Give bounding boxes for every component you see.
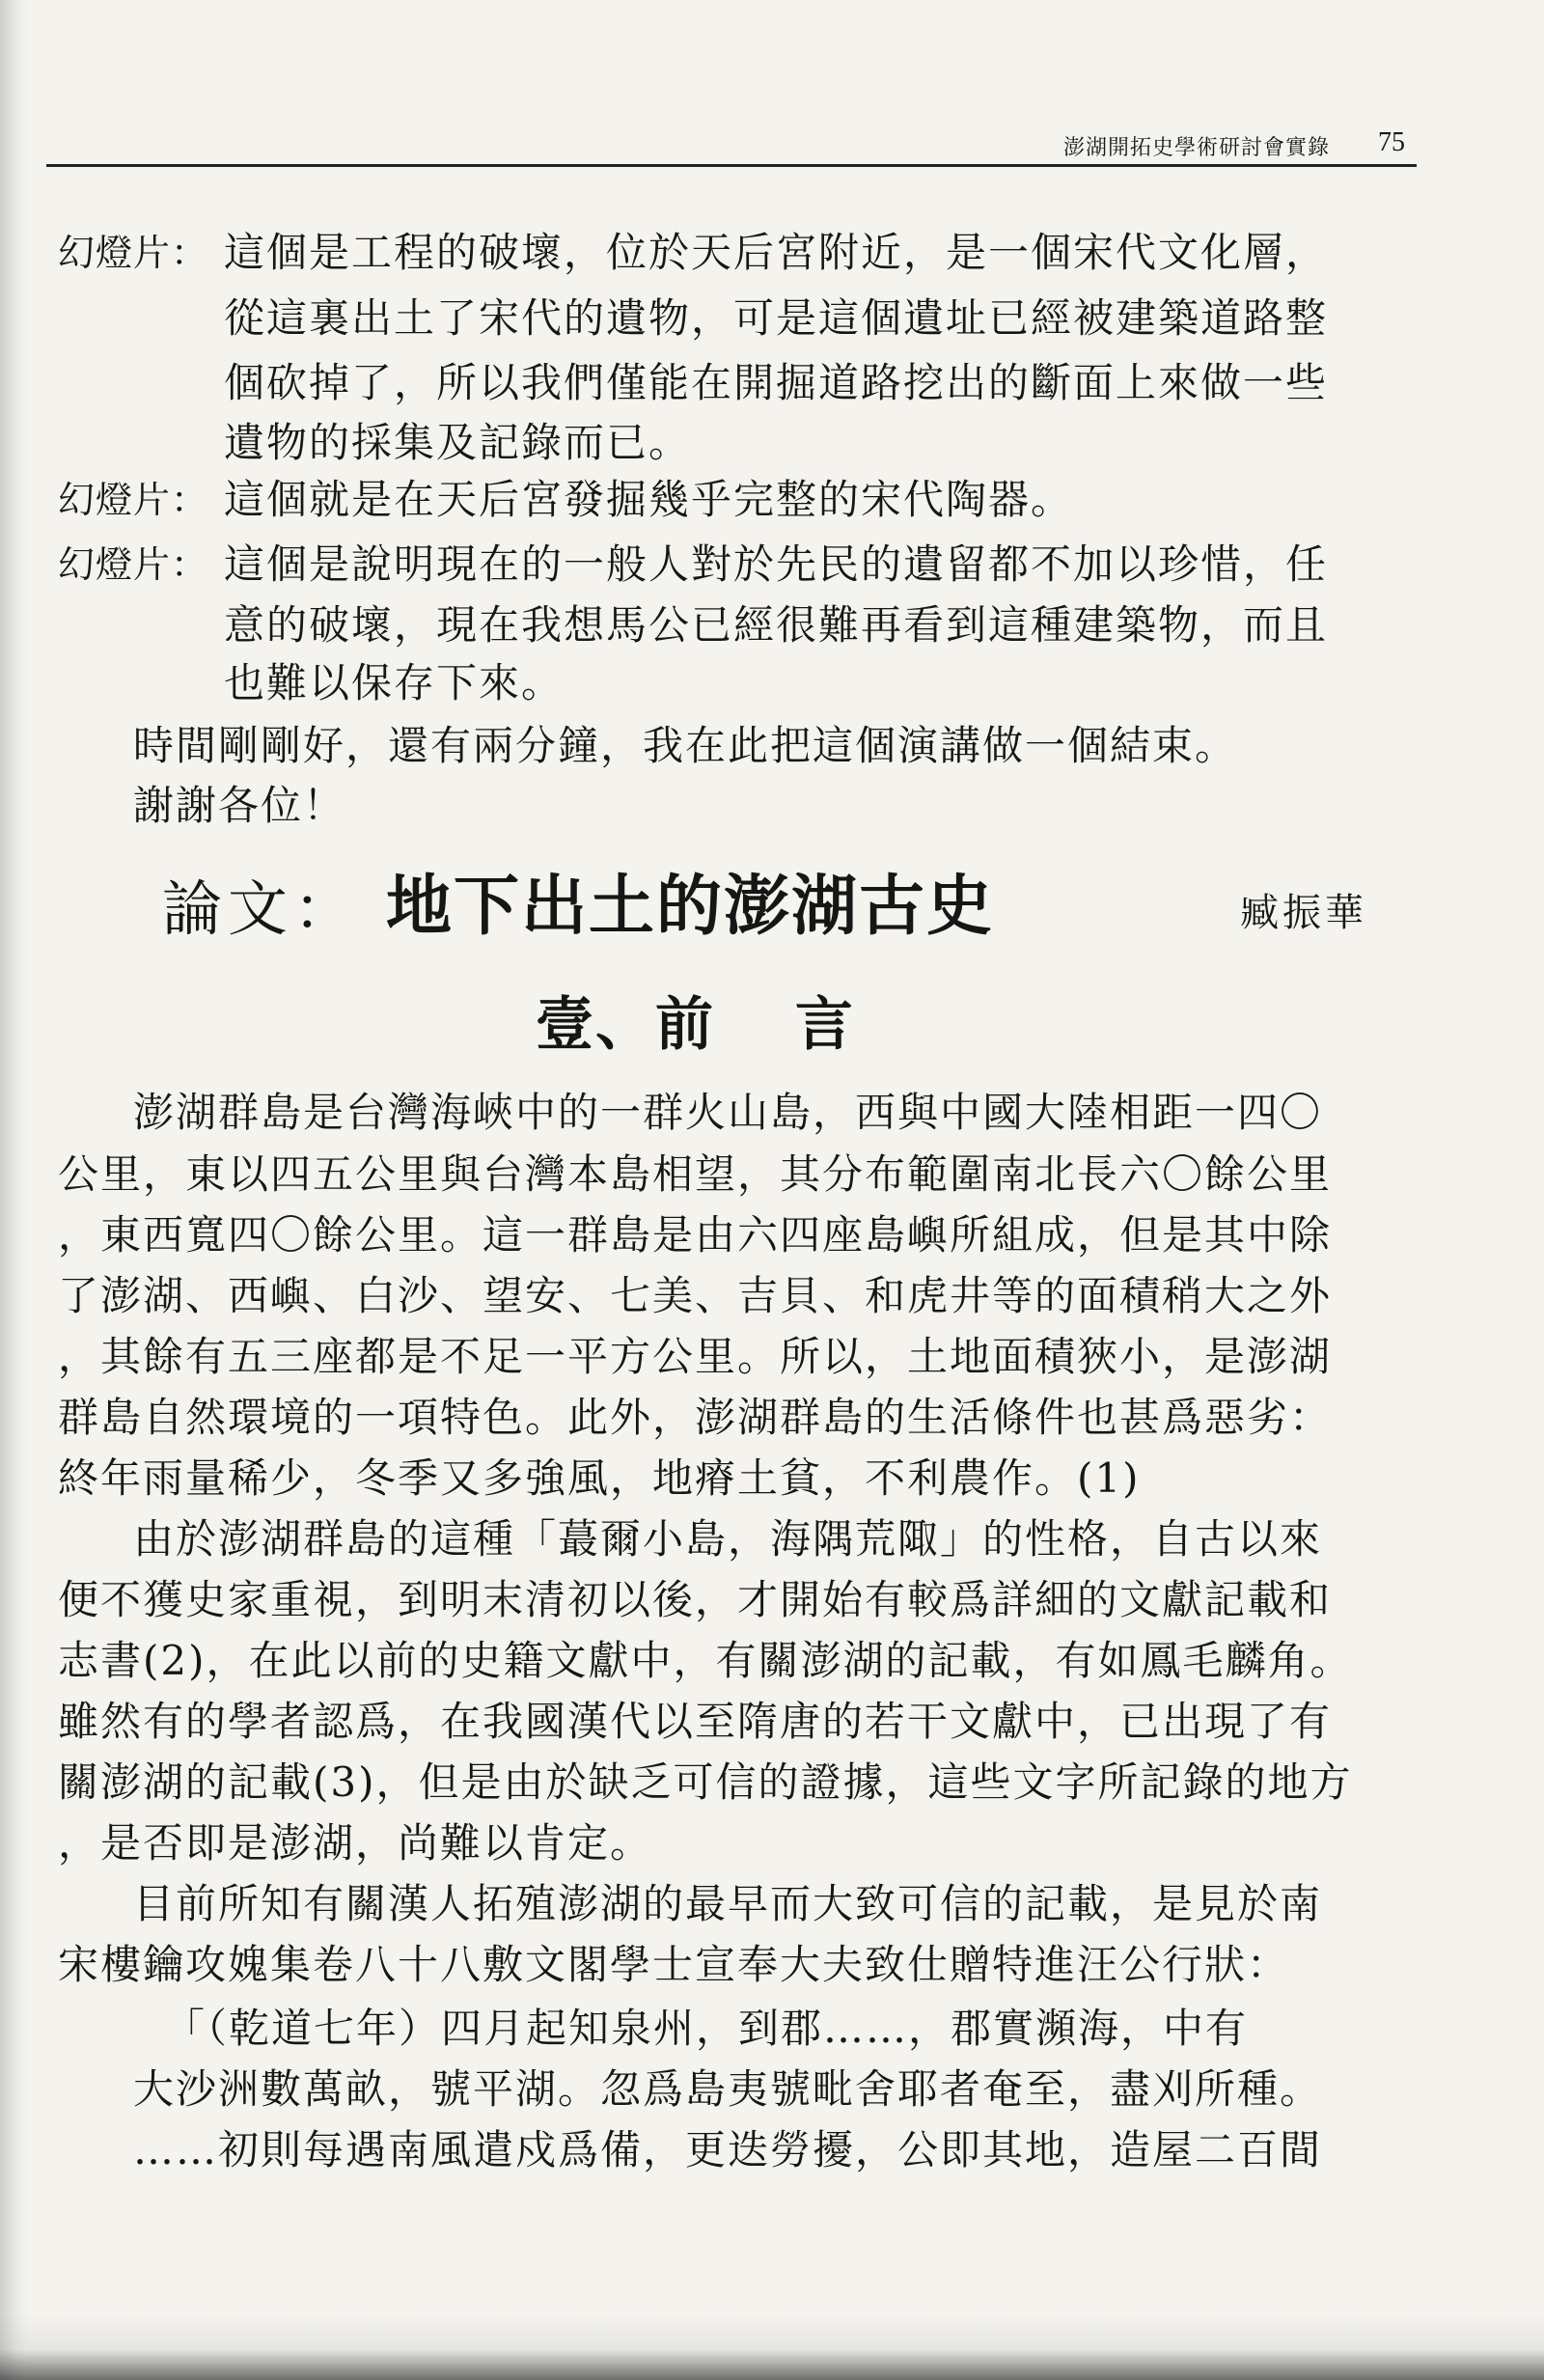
paper-title: 地下出土的澎湖古史: [386, 869, 995, 945]
paragraph-line: 由於澎湖群島的這種「蕞爾小島，海隅荒陬」的性格，自古以來: [133, 1515, 1323, 1563]
paragraph-line: 群島自然環境的一項特色。此外，澎湖群島的生活條件也甚爲惡劣：: [58, 1394, 1333, 1441]
quote-line: ……初則每遇南風遣戍爲備，更迭勞擾，公即其地，造屋二百間: [133, 2126, 1323, 2173]
paragraph-line: 公里，東以四五公里與台灣本島相望，其分布範圍南北長六〇餘公里: [58, 1150, 1333, 1198]
paper-title-prefix: 論文：: [162, 873, 360, 944]
slide-text-line: 這個是工程的破壞，位於天后宮附近，是一個宋代文化層，: [224, 229, 1329, 276]
paragraph-line: ，其餘有五三座都是不足一平方公里。所以，土地面積狹小，是澎湖: [58, 1333, 1333, 1380]
closing-line: 謝謝各位！: [133, 782, 346, 829]
running-header: [46, 127, 1417, 166]
header-rule: [46, 164, 1417, 167]
paragraph-line: 志書(2)，在此以前的史籍文獻中，有關澎湖的記載，有如鳳毛麟角。: [58, 1637, 1353, 1684]
quote-line: 大沙洲數萬畝，號平湖。忽爲島夷號毗舍耶者奄至，盡刈所種。: [133, 2065, 1323, 2113]
bottom-scan-shadow: [0, 2312, 1544, 2380]
slide-text-line: 遺物的採集及記錄而已。: [224, 419, 692, 466]
paragraph-line: 澎湖群島是台灣海峽中的一群火山島，西與中國大陸相距一四〇: [133, 1089, 1323, 1136]
paragraph-line: 終年雨量稀少，冬季又多強風，地瘠土貧，不利農作。(1): [58, 1454, 1141, 1502]
slide-text-line: 從這裏出土了宋代的遺物，可是這個遺址已經被建築道路整: [224, 294, 1329, 342]
closing-line: 時間剛剛好，還有兩分鐘，我在此把這個演講做一個結束。: [133, 722, 1238, 769]
paragraph-line: 雖然有的學者認爲，在我國漢代以至隋唐的若干文獻中，已出現了有: [58, 1698, 1333, 1745]
slide-text-line: 也難以保存下來。: [224, 659, 565, 706]
slide-text-line: 這個就是在天后宮發掘幾乎完整的宋代陶器。: [224, 476, 1074, 523]
paragraph-line: 宋樓鑰攻媿集卷八十八敷文閣學士宣奉大夫致仕贈特進汪公行狀：: [58, 1941, 1290, 1988]
paragraph-line: ，是否即是澎湖，尚難以肯定。: [58, 1819, 653, 1867]
slide-text-line: 意的破壞，現在我想馬公已經很難再看到這種建築物，而且: [224, 601, 1329, 649]
slide-label: 幻燈片：: [58, 479, 209, 521]
slide-label: 幻燈片：: [58, 543, 209, 586]
slide-text-line: 個砍掉了，所以我們僅能在開掘道路挖出的斷面上來做一些: [224, 359, 1329, 406]
page-number: 75: [1378, 127, 1405, 157]
page-edge-shadow: [0, 0, 27, 2380]
paragraph-line: 了澎湖、西嶼、白沙、望安、七美、吉貝、和虎井等的面積稍大之外: [58, 1272, 1333, 1319]
paragraph-line: 關澎湖的記載(3)，但是由於缺乏可信的證據，這些文字所記錄的地方: [58, 1758, 1353, 1806]
paragraph-line: 目前所知有關漢人拓殖澎湖的最早而大致可信的記載，是見於南: [133, 1880, 1323, 1927]
paragraph-line: ，東西寬四〇餘公里。這一群島是由六四座島嶼所組成，但是其中除: [58, 1211, 1333, 1259]
running-header-title: 澎湖開拓史學術研討會實錄: [1062, 136, 1330, 160]
quote-line: 「（乾道七年）四月起知泉州，到郡……，郡實瀕海，中有: [164, 2005, 1249, 2052]
slide-label: 幻燈片：: [58, 232, 209, 274]
slide-text-line: 這個是說明現在的一般人對於先民的遺留都不加以珍惜，任: [224, 540, 1329, 588]
paper-author: 臧振華: [1240, 891, 1367, 935]
section-title: 壹、前 言: [536, 991, 855, 1059]
paragraph-line: 便不獲史家重視，到明末清初以後，才開始有較爲詳細的文獻記載和: [58, 1576, 1333, 1623]
